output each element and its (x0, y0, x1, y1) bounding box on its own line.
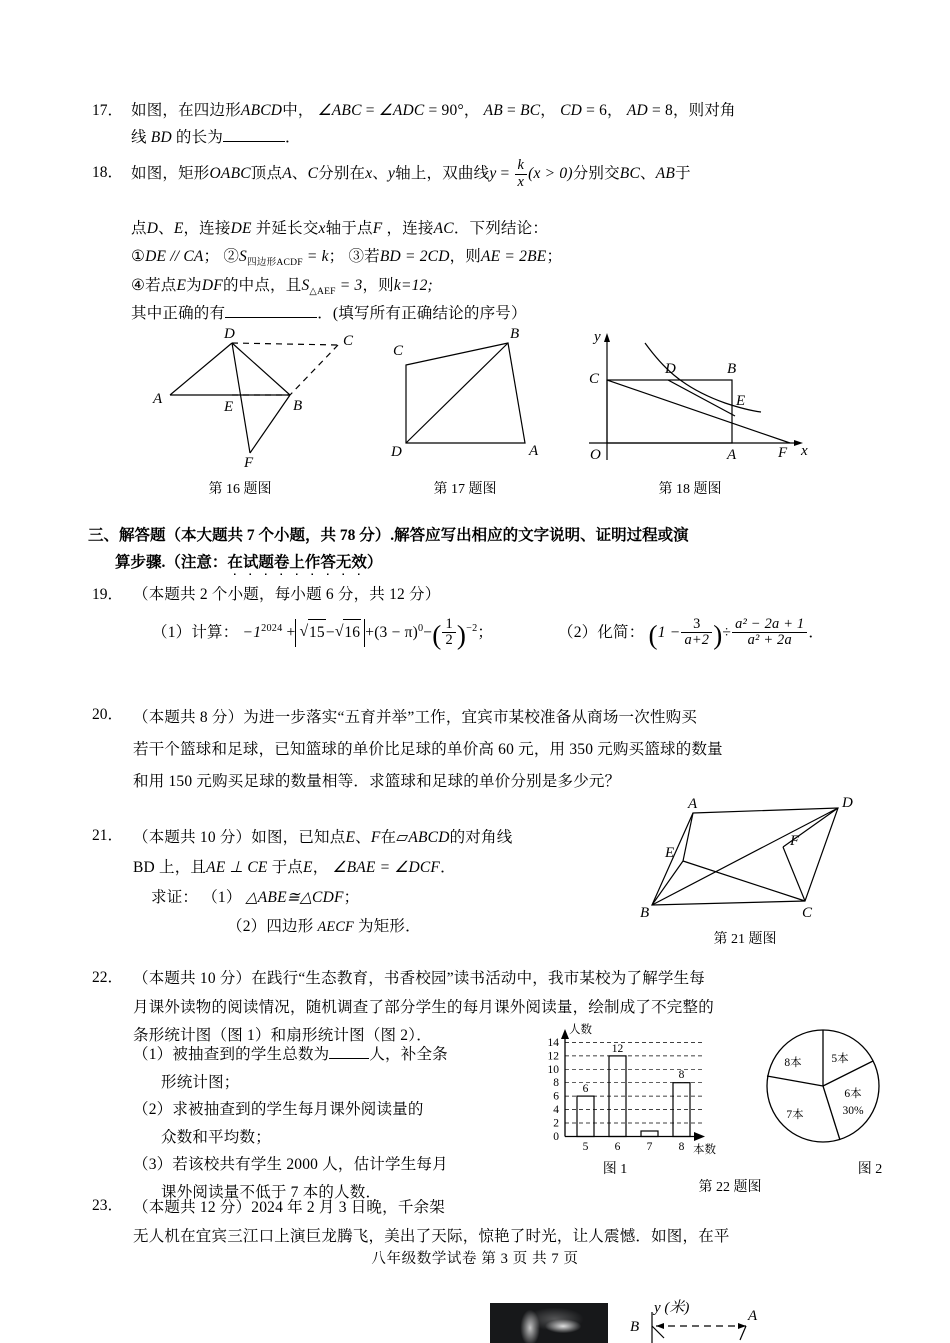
figure-16 (150, 325, 390, 470)
fig21-label-D: D (842, 795, 853, 811)
figure-18 (575, 325, 815, 470)
bar-7ben-missing (641, 1131, 658, 1137)
question-20-text (133, 702, 885, 797)
bar-ytick-6: 6 (553, 1090, 559, 1103)
bar-xaxis-label: 本数 (693, 1144, 716, 1156)
q21-line4: （2）四边形 AECF 为矩形． (227, 918, 421, 936)
fig18-label-B: B (727, 361, 737, 377)
question-22-number: 22． (92, 969, 124, 986)
q21-line2: BD 上，且AE ⊥ CE 于点E， ∠BAE = ∠DCF． (133, 858, 456, 876)
absolute-value-bars: √ 15− √ 16 (295, 619, 365, 647)
q22-line1: （本题共 10 分）在践行“生态教育，书香校园”读书活动中，我市某校为了解学生每 (133, 970, 706, 987)
q22-sub3-cont: 课外阅读量不低于 7 本的人数． (161, 1183, 382, 1201)
fig21-label-A: A (688, 796, 698, 812)
question-19-head: （本题共 2 个小题，每小题 6 分，共 12 分） (133, 586, 441, 603)
bar-5ben (577, 1096, 594, 1136)
bar-value-6: 12 (611, 1043, 624, 1055)
fig16-label-A: A (153, 391, 163, 407)
bar-yaxis-label: 人数 (569, 1024, 592, 1036)
bar-ytick-8: 8 (553, 1077, 559, 1090)
q21-line3: 求证： （1） △ABE≅△CDF； (151, 888, 360, 906)
q19-fraction-quadratic: $\frac{\text{a² − 2a + 1}}{\text{a² + 2a}}$ (732, 617, 807, 649)
fig18-label-O: O (590, 447, 601, 463)
fig23-label-B: B (630, 1319, 640, 1335)
fig17-label-B: B (510, 326, 520, 342)
question-20-number: 20． (92, 706, 124, 723)
fig23-yaxis-label: y (米) (654, 1300, 690, 1316)
figure-17-caption: 第 17 题图 (433, 482, 497, 497)
fig23-label-A: A (748, 1308, 758, 1324)
q23-line1: （本题共 12 分）2024 年 2 月 3 日晚，千余架 (133, 1199, 445, 1216)
fig21-label-E: E (665, 845, 675, 861)
q20-line3: 和用 150 元购买足球的数量相等．求篮球和足球的单价分别是多少元？ (133, 772, 621, 790)
q23-line2: 无人机在宜宾三江口上演巨龙腾飞，美出了天际，惊艳了时光，让人震憾．如图，在平 (133, 1228, 730, 1246)
fig16-label-E: E (224, 399, 234, 415)
pie-label-7ben: 7本 (786, 1109, 804, 1121)
question-21-text (133, 823, 603, 942)
fig16-label-B: B (293, 398, 303, 414)
q22-line3: 条形统计图（图 1）和扇形统计图（图 2）． (133, 1027, 432, 1045)
bar-ytick-4: 4 (553, 1104, 559, 1116)
question-17-number: 17． (92, 102, 124, 119)
q19-fraction-half: $\frac{1}{2}$ (442, 617, 455, 649)
figure-18-caption: 第 18 题图 (658, 482, 722, 497)
drone-show-photo (490, 1303, 608, 1343)
question-18-text (131, 158, 881, 190)
question-18-number: 18． (92, 164, 124, 181)
pie-label-5ben: 5本 (831, 1053, 849, 1065)
fig17-label-C: C (393, 343, 404, 359)
question-22-subitems (133, 1041, 533, 1206)
bar-value-8: 8 (678, 1069, 685, 1081)
pie-chart-figure-2 (755, 1018, 895, 1158)
fig17-label-A: A (529, 443, 539, 459)
q18-line2: 点D、E，连接DE 并延长交x轴于点F ，连接AC．下列结论： (131, 220, 549, 237)
q19-p1-expression: $-1^{2024}$ + √ 15− √ $16 +(3 - \pi)^0-$( $\frac{1}{2}$ )$^{-2}$ (243, 624, 478, 641)
fig18-label-F: F (778, 445, 788, 461)
bar-xtick-5: 5 (582, 1141, 589, 1153)
question-23-number: 23． (92, 1197, 124, 1214)
fig18-label-x: x (801, 443, 808, 459)
pie-label-6ben-percent: 30% (842, 1105, 864, 1117)
figure-21-caption: 第 21 题图 (713, 932, 777, 947)
figure-23 (620, 1298, 800, 1343)
q22-sub2: （2）求被抽查到的学生每月课外阅读量的 (133, 1101, 424, 1119)
answer-blank-q18[interactable] (225, 304, 317, 318)
bar-value-5: 6 (582, 1083, 589, 1095)
fig17-label-D: D (391, 444, 402, 460)
bar-ytick-0: 0 (553, 1131, 559, 1143)
section-heading-block (88, 522, 886, 576)
q21-line1: （本题共 10 分）如图，已知点E、F在▱ABCD的对角线 (133, 829, 513, 846)
q18-conclusions-1-3: ①DE // CA； $②S_{四边形ACDF} = k$； ③若BD = 2CD，则AE = 2BE； (131, 248, 563, 269)
fig16-label-C: C (343, 333, 354, 349)
bar-chart-figure-1 (525, 1013, 715, 1163)
emphasis-dotted-text: 在试题卷上作答无效 (227, 554, 367, 572)
question-19-number: 19． (92, 586, 124, 603)
fig18-label-y: y (594, 329, 601, 345)
fig18-label-E: E (736, 393, 746, 409)
q19-fraction-3-over-a2: $\frac{3}{a+2}$ (681, 617, 712, 649)
bar-ytick-10: 10 (547, 1063, 559, 1076)
bar-ytick-2: 2 (553, 1117, 559, 1130)
question-17-text (131, 98, 876, 151)
figure-16-caption: 第 16 题图 (208, 482, 272, 497)
bar-xtick-7: 7 (646, 1141, 653, 1153)
question-21-number: 21． (92, 827, 124, 844)
q18-line1: 如图，矩形OABC顶点A、C分别在x、y轴上，双曲线y = $\frac{k}{x}$ (x > 0)分别交BC、AB于 (131, 157, 691, 190)
q18-line5: 其中正确的有 ．(填写所有正确结论的序号） (131, 305, 527, 323)
fig21-label-B: B (640, 905, 650, 921)
q22-sub2-cont: 众数和平均数； (161, 1128, 271, 1146)
bar-ytick-12: 12 (547, 1050, 559, 1063)
answer-blank-q22-1[interactable] (329, 1045, 369, 1059)
pie-chart-caption: 图 2 (857, 1162, 883, 1177)
fig21-label-F: F (790, 833, 800, 849)
section-heading-line1: 三、解答题（本大题共 7 个小题，共 78 分）.解答应写出相应的文字说明、证明过程或演 (88, 527, 689, 544)
figure-22-caption: 第 22 题图 (698, 1180, 762, 1195)
q17-line1: 如图，在四边形ABCD中， ∠ABC = ∠ADC = 90°， AB = BC， CD = 6， AD = 8，则对角 (131, 102, 736, 119)
fig18-label-A: A (727, 447, 737, 463)
q22-sub1-cont: 形统计图； (161, 1073, 240, 1091)
q17-line2: 线 BD 的长为 ． (131, 128, 301, 146)
q20-line2: 若干个篮球和足球，已知篮球的单价比足球的单价高 60 元，用 350 元购买篮球的数量 (133, 740, 723, 758)
bar-chart-caption: 图 1 (602, 1162, 628, 1177)
q17-abcd: ABCD (240, 102, 283, 119)
fig21-label-C: C (802, 905, 813, 921)
q22-line2: 月课外读物的阅读情况，随机调查了部分学生的每月课外阅读量，绘制成了不完整的 (133, 998, 714, 1016)
bar-xtick-8: 8 (678, 1141, 685, 1153)
pie-label-6ben: 6本 (844, 1088, 862, 1100)
bar-ytick-14: 14 (547, 1037, 559, 1049)
pie-label-8ben: 8本 (784, 1057, 802, 1069)
figure-17 (390, 325, 570, 470)
fig18-label-C: C (589, 371, 600, 387)
fig16-label-D: D (224, 326, 235, 342)
answer-blank-q17[interactable] (223, 128, 285, 142)
question-23-text (133, 1193, 885, 1252)
fig18-label-D: D (665, 361, 676, 377)
figure-21 (620, 795, 870, 920)
question-19-part1: （1）计算： $-1^{2024}$ + √ 15− √ $16 +(3 - \pi)^0-$( $\frac{1}{2}$ )$^{-2}$； (152, 612, 512, 659)
q22-sub3: （3）若该校共有学生 2000 人，估计学生每月 (133, 1156, 448, 1174)
question-18-body (131, 215, 881, 329)
q18-conclusion-4: ④若点E为DF的中点，且$S_{\triangle AEF} = 3$，则k=12; (131, 276, 433, 297)
page-footer: 八年级数学试卷 第 3 页 共 7 页 (371, 1251, 579, 1267)
q20-line1: （本题共 8 分）为进一步落实“五育并举”工作，宜宾市某校准备从商场一次性购买 (133, 709, 698, 726)
bar-xtick-6: 6 (614, 1141, 621, 1153)
question-19-part2: （2）化简： (1 − $\frac{3}{a+2}$ )÷ $\frac{\text{a² − 2a + 1}}{\text{a² + 2a}}$ ． (558, 615, 825, 650)
fig16-label-F: F (244, 455, 254, 471)
q22-sub1: （1）被抽查到的学生总数为 人，补全条 (133, 1046, 448, 1063)
section-heading-line2: 算步骤.（注意：在试题卷上作答无效） (115, 554, 383, 572)
q18-fraction-k-over-x: $\frac{k}{x}$ (515, 158, 528, 190)
